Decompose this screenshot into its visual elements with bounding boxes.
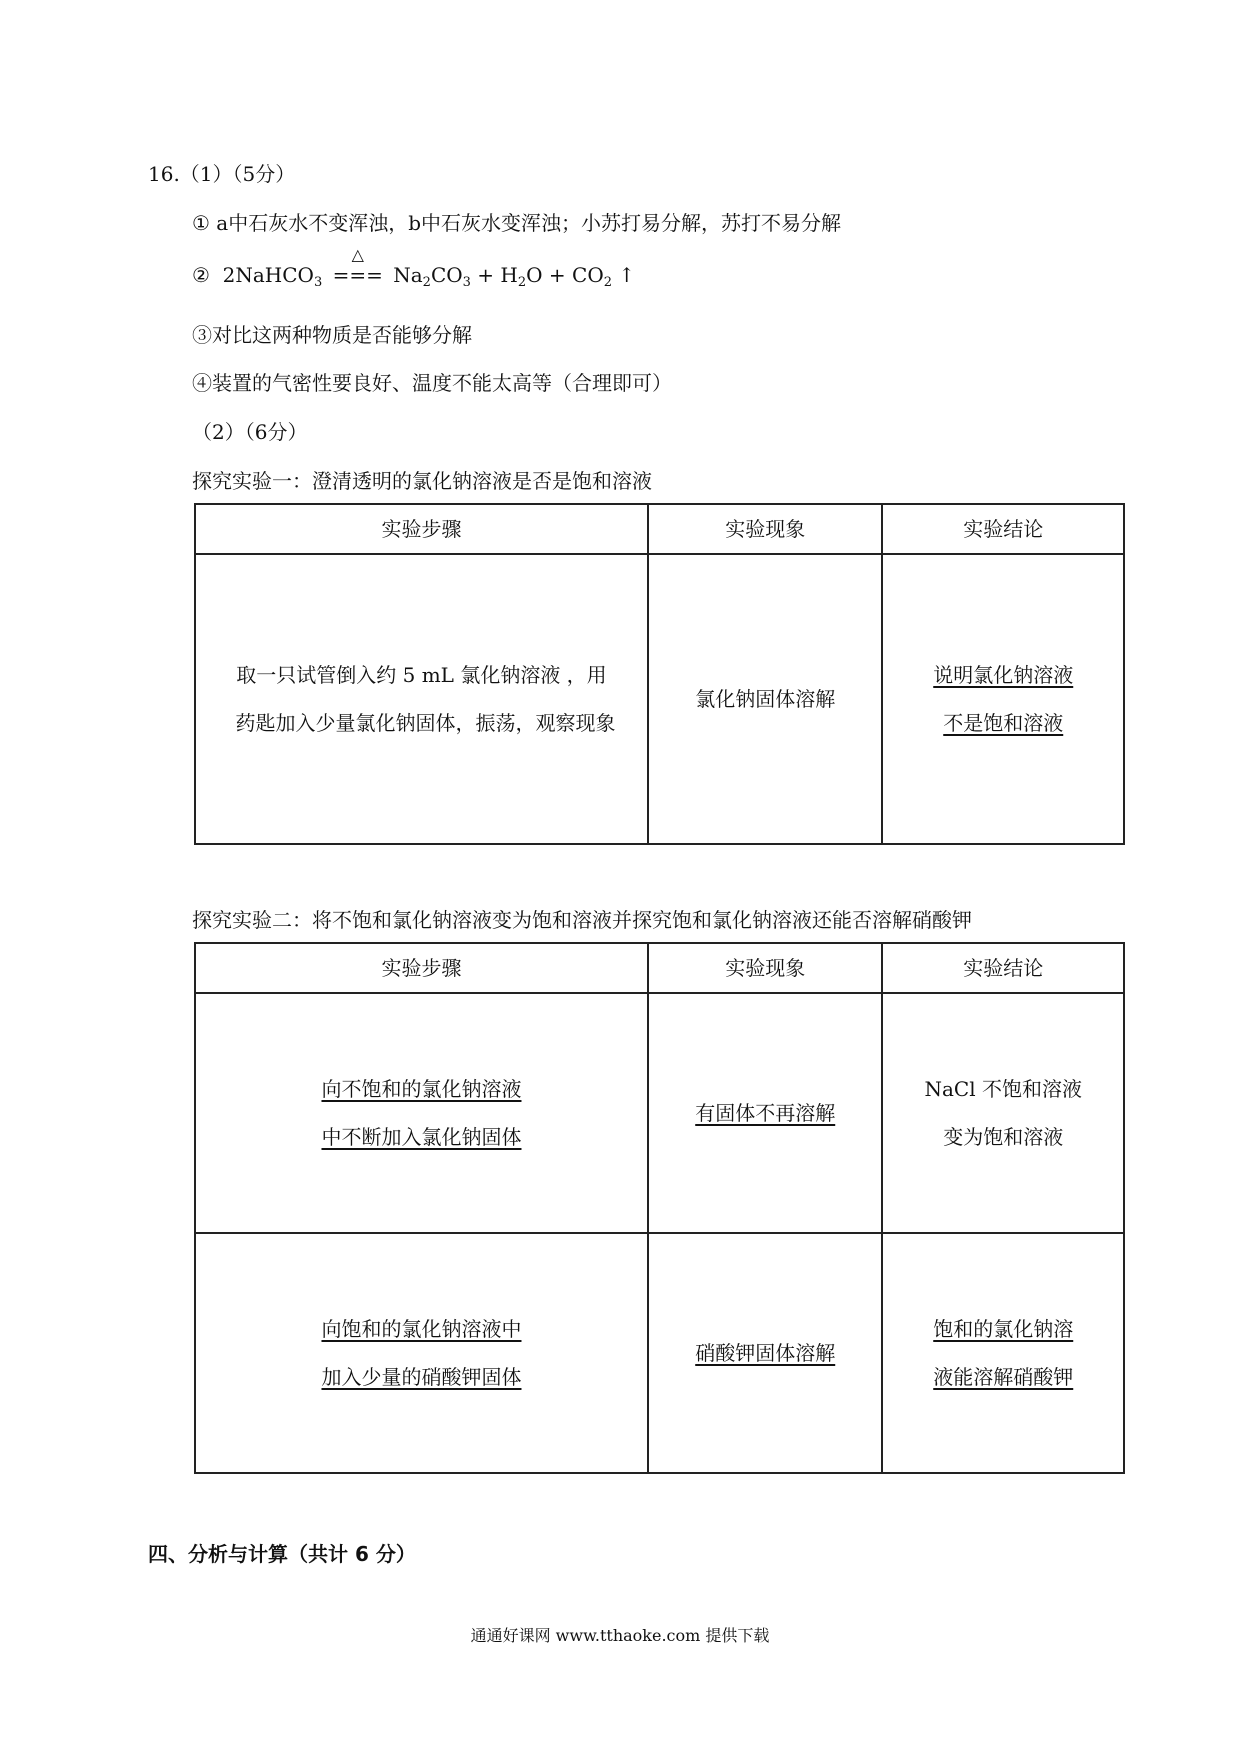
header-phenomenon: 实验现象	[648, 504, 883, 554]
step-text: 药匙加入少量氯化钠固体，振荡，观察现象	[235, 711, 616, 735]
step-cell	[195, 554, 648, 844]
equation-reactant: 2NaHCO	[222, 263, 314, 287]
header-phenomenon: 实验现象	[648, 943, 883, 993]
equation-arrow	[332, 245, 383, 288]
equation-marker: ②	[192, 263, 210, 287]
chemical-equation	[192, 245, 636, 296]
step-cell	[195, 993, 648, 1233]
equation-subscript: 2	[603, 275, 613, 290]
equation-subscript: 3	[462, 275, 471, 290]
table-header-row	[195, 504, 1124, 554]
header-step: 实验步骤	[195, 943, 648, 993]
conclusion-cell	[882, 1233, 1124, 1473]
equation-plus: +	[477, 263, 495, 287]
equation-product: H	[500, 263, 518, 287]
phenomenon-text: 有固体不再溶解	[695, 1101, 836, 1125]
question-16-header: 16.（1）（5分）	[148, 162, 296, 186]
heat-symbol: △	[351, 245, 364, 264]
table-header-row	[195, 943, 1124, 993]
conclusion-text: NaCl 不饱和溶液	[924, 1077, 1082, 1101]
experiment-1-title: 探究实验一：澄清透明的氯化钠溶液是否是饱和溶液	[192, 469, 652, 493]
header-conclusion: 实验结论	[882, 504, 1124, 554]
equation-product: Na	[393, 263, 423, 287]
answer-line-4: ④装置的气密性要良好、温度不能太高等（合理即可）	[192, 371, 672, 395]
part-2-header: （2）（6分）	[192, 420, 308, 444]
answer-line-3: ③对比这两种物质是否能够分解	[192, 323, 472, 347]
table-row	[195, 554, 1124, 844]
equation-equals: ===	[332, 263, 383, 287]
gas-arrow-icon: ↑	[618, 263, 636, 287]
step-text: 向不饱和的氯化钠溶液	[321, 1077, 522, 1101]
experiment-2-title: 探究实验二：将不饱和氯化钠溶液变为饱和溶液并探究饱和氯化钠溶液还能否溶解硝酸钾	[192, 908, 972, 932]
step-text: 加入少量的硝酸钾固体	[321, 1365, 522, 1389]
conclusion-text: 不是饱和溶液	[943, 711, 1064, 735]
equation-subscript: 2	[517, 275, 527, 290]
experiment-1-table	[194, 503, 1125, 845]
conclusion-text: 变为饱和溶液	[943, 1125, 1064, 1149]
step-text: 取一只试管倒入约 5 mL 氯化钠溶液 ，用	[236, 663, 607, 687]
equation-product: CO	[430, 263, 463, 287]
section-4-heading: 四、分析与计算（共计 6 分）	[148, 1542, 416, 1566]
equation-subscript: 2	[422, 275, 431, 290]
phenomenon-cell	[648, 993, 883, 1233]
equation-plus: +	[548, 263, 566, 287]
answer-line-1: ① a中石灰水不变浑浊，b中石灰水变浑浊；小苏打易分解，苏打不易分解	[192, 211, 842, 235]
conclusion-text: 说明氯化钠溶液	[933, 663, 1074, 687]
step-cell	[195, 1233, 648, 1473]
phenomenon-cell: 氯化钠固体溶解	[648, 554, 883, 844]
conclusion-cell	[882, 993, 1124, 1233]
header-step: 实验步骤	[195, 504, 648, 554]
step-text: 中不断加入氯化钠固体	[321, 1125, 522, 1149]
phenomenon-text: 硝酸钾固体溶解	[695, 1341, 836, 1365]
conclusion-text: 饱和的氯化钠溶	[933, 1317, 1074, 1341]
table-row	[195, 993, 1124, 1233]
conclusion-cell	[882, 554, 1124, 844]
equation-product: CO	[572, 263, 604, 287]
experiment-2-table	[194, 942, 1125, 1474]
table-row	[195, 1233, 1124, 1473]
page-footer: 通通好课网 www.tthaoke.com 提供下载	[470, 1626, 770, 1645]
equation-product: O	[526, 263, 543, 287]
phenomenon-cell	[648, 1233, 883, 1473]
step-text: 向饱和的氯化钠溶液中	[321, 1317, 522, 1341]
header-conclusion: 实验结论	[882, 943, 1124, 993]
conclusion-text: 液能溶解硝酸钾	[933, 1365, 1074, 1389]
equation-body	[216, 245, 636, 296]
equation-subscript: 3	[313, 275, 323, 290]
